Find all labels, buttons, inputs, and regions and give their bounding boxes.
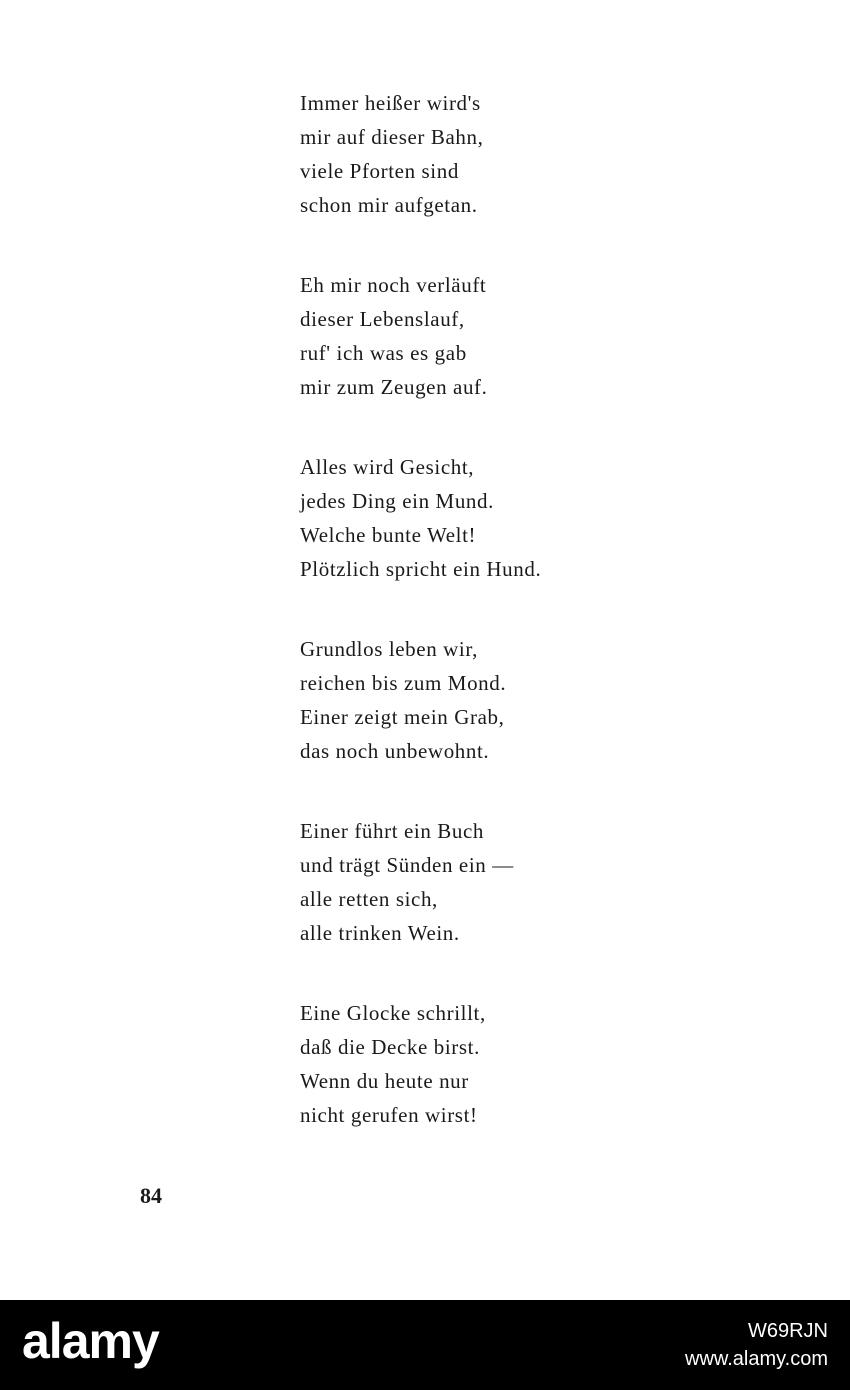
poem-line: Einer zeigt mein Grab,: [300, 705, 505, 729]
watermark-footer: [0, 1300, 850, 1390]
stanza: [300, 86, 620, 222]
poem-line: das noch unbewohnt.: [300, 739, 490, 763]
brand-logo: alamy: [22, 1313, 159, 1369]
poem-line: Eine Glocke schrillt,: [300, 1001, 486, 1025]
poem-line: jedes Ding ein Mund.: [300, 489, 494, 513]
poem: [300, 86, 620, 1178]
poem-line: Einer führt ein Buch: [300, 819, 485, 843]
poem-line: nicht gerufen wirst!: [300, 1103, 478, 1127]
stanza: [300, 996, 620, 1132]
site-url: www.alamy.com: [685, 1348, 828, 1370]
poem-line: Immer heißer wird's: [300, 91, 481, 115]
stanza: [300, 268, 620, 404]
poem-line: ruf' ich was es gab: [300, 341, 467, 365]
poem-line: alle trinken Wein.: [300, 921, 460, 945]
page-number: 84: [140, 1183, 162, 1208]
stanza: [300, 450, 620, 586]
poem-line: Welche bunte Welt!: [300, 523, 477, 547]
poem-line: Alles wird Gesicht,: [300, 455, 475, 479]
stanza: [300, 814, 620, 950]
poem-line: und trägt Sünden ein —: [300, 853, 514, 877]
poem-line: mir zum Zeugen auf.: [300, 375, 488, 399]
poem-line: Grundlos leben wir,: [300, 637, 478, 661]
poem-line: schon mir aufgetan.: [300, 193, 478, 217]
poem-line: viele Pforten sind: [300, 159, 459, 183]
image-id: W69RJN: [747, 1320, 828, 1342]
poem-line: mir auf dieser Bahn,: [300, 125, 484, 149]
poem-line: Plötzlich spricht ein Hund.: [300, 557, 542, 581]
poem-line: reichen bis zum Mond.: [300, 671, 507, 695]
stanza: [300, 632, 620, 768]
poem-line: daß die Decke birst.: [300, 1035, 480, 1059]
poem-line: Eh mir noch verläuft: [300, 273, 487, 297]
poem-line: Wenn du heute nur: [300, 1069, 469, 1093]
poem-line: alle retten sich,: [300, 887, 438, 911]
poem-line: dieser Lebenslauf,: [300, 307, 465, 331]
